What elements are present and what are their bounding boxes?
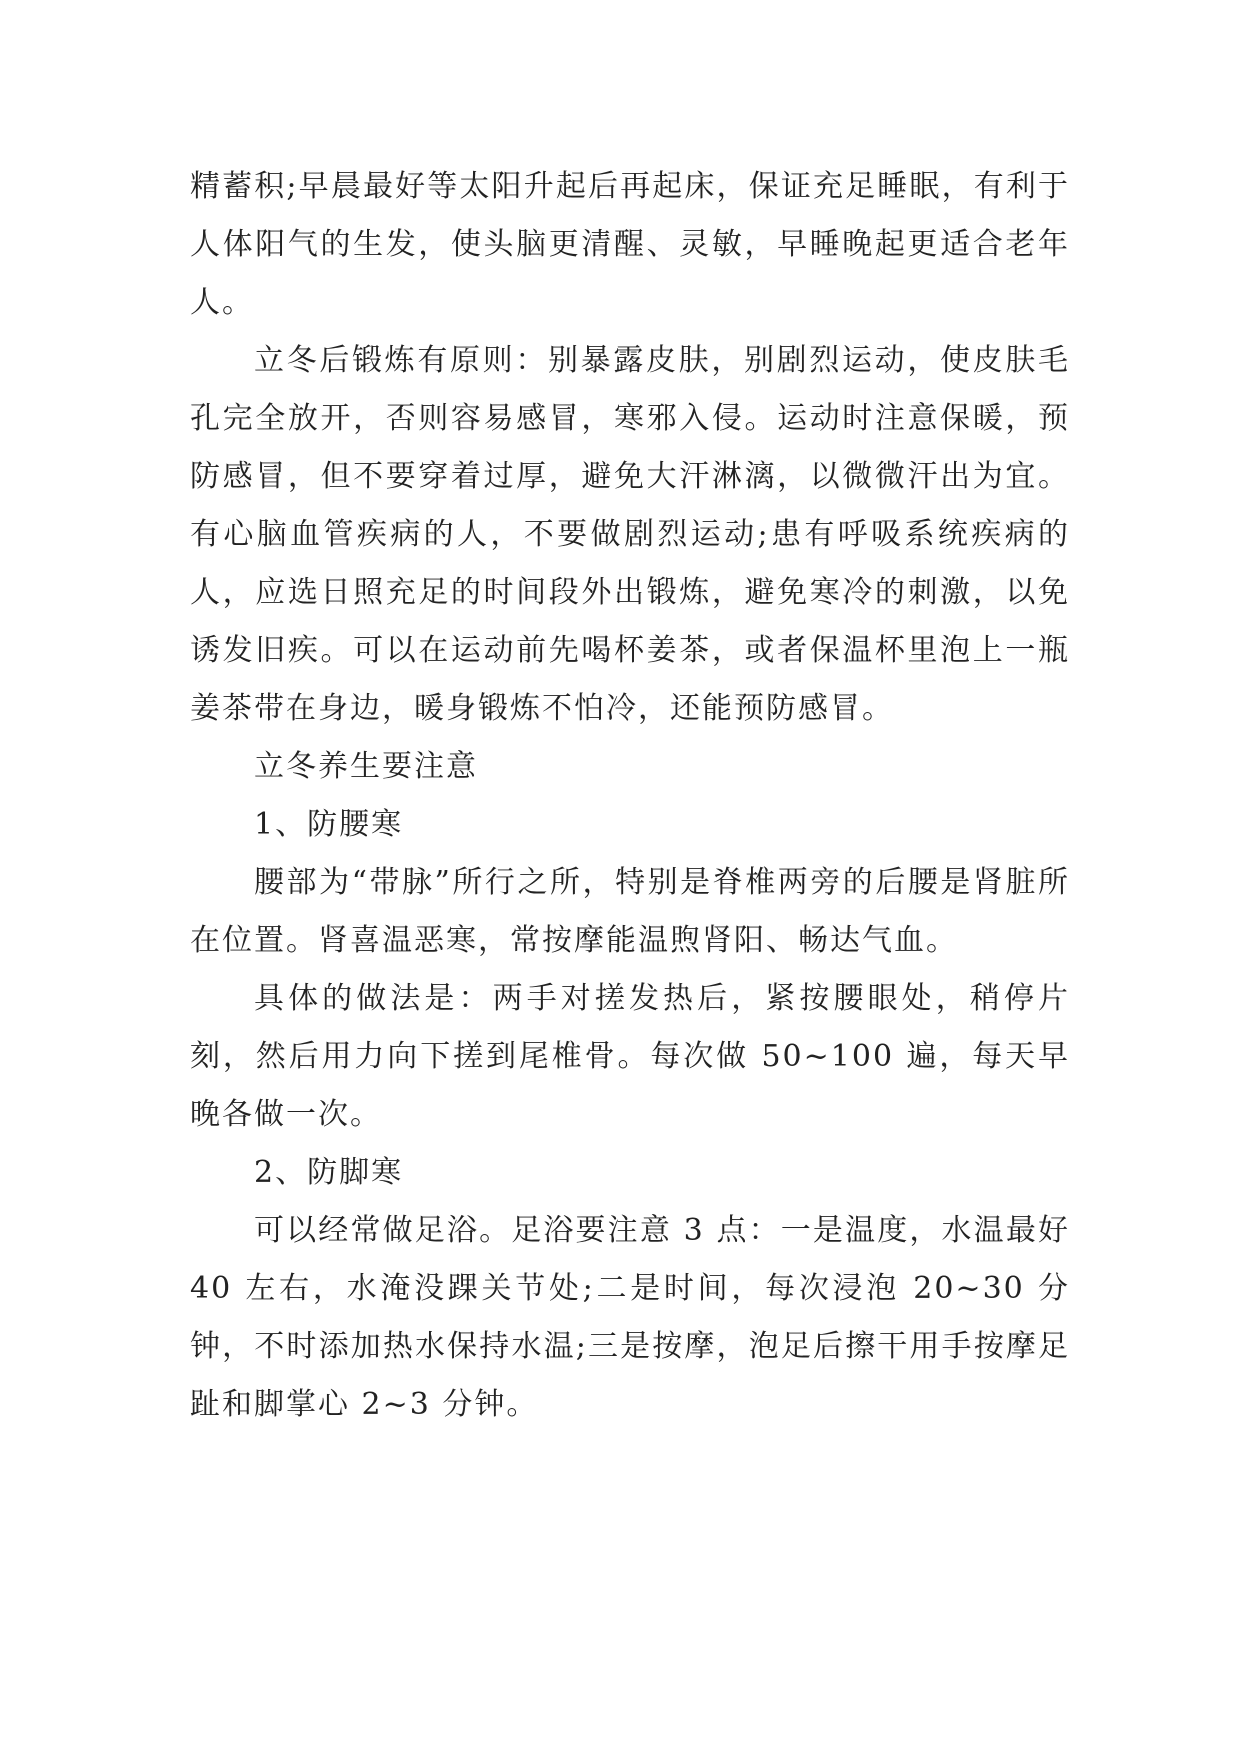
paragraph-waist-method: 具体的做法是：两手对搓发热后，紧按腰眼处，稍停片刻，然后用力向下搓到尾椎骨。每次做 50~100 遍，每天早晚各做一次。 xyxy=(190,981,1070,1132)
section-heading-winter-health: 立冬养生要注意 xyxy=(254,749,478,784)
paragraph-waist-explanation: 腰部为“带脉”所行之所，特别是脊椎两旁的后腰是肾脏所在位置。肾喜温恶寒，常按摩能温煦肾阳、畅达气血。 xyxy=(190,865,1070,958)
document-body xyxy=(190,158,1070,1434)
paragraph-sleep-continued: 精蓄积;早晨最好等太阳升起后再起床，保证充足睡眠，有利于人体阳气的生发，使头脑更清醒、灵敏，早睡晚起更适合老年人。 xyxy=(190,169,1070,320)
subheading-waist-cold: 1、防腰寒 xyxy=(254,807,404,842)
paragraph-exercise-principles: 立冬后锻炼有原则：别暴露皮肤，别剧烈运动，使皮肤毛孔完全放开，否则容易感冒，寒邪入侵。运动时注意保暖，预防感冒，但不要穿着过厚，避免大汗淋漓，以微微汗出为宜。有心脑血管疾病的人，不要做剧烈运动;患有呼吸系统疾病的人，应选日照充足的时间段外出锻炼，避免寒冷的刺激，以免诱发旧疾。可以在运动前先喝杯姜茶，或者保温杯里泡上一瓶姜茶带在身边，暖身锻炼不怕冷，还能预防感冒。 xyxy=(190,343,1070,726)
paragraph-foot-bath: 可以经常做足浴。足浴要注意 3 点：一是温度，水温最好 40 左右，水淹没踝关节处;二是时间，每次浸泡 20~30 分钟，不时添加热水保持水温;三是按摩，泡足后擦干用手按摩足趾和脚掌心 2~3 分钟。 xyxy=(190,1213,1070,1422)
subheading-foot-cold: 2、防脚寒 xyxy=(254,1155,404,1190)
